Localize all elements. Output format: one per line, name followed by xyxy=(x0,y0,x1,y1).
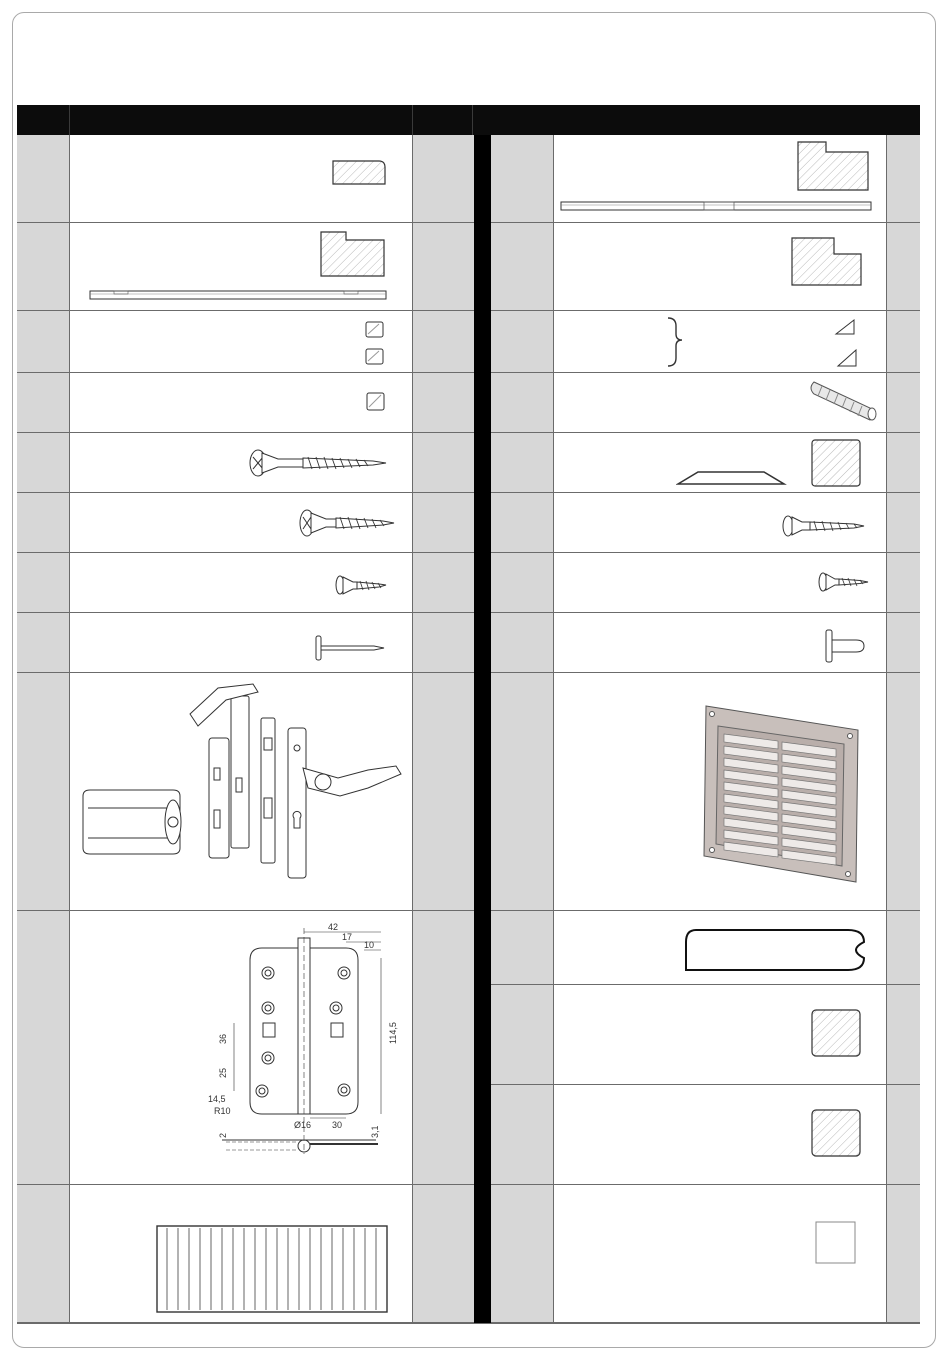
tack-icon xyxy=(824,628,868,664)
dim-10: 10 xyxy=(364,940,375,950)
right-quantity-cell-R1 xyxy=(886,135,920,223)
right-number-cell-R3 xyxy=(491,311,553,373)
left-quantity-cell-L5 xyxy=(413,433,474,493)
right-number-cell-R5 xyxy=(491,433,553,493)
triangle-wedges-icon xyxy=(664,316,864,370)
left-quantity-cell-L1 xyxy=(413,135,474,223)
left-number-cell-L9 xyxy=(17,673,69,911)
column-line xyxy=(553,135,554,1323)
nail-icon xyxy=(314,634,386,664)
left-number-cell-L10 xyxy=(17,911,69,1185)
column-line xyxy=(886,135,887,1323)
left-number-cell-L5 xyxy=(17,433,69,493)
dim-42: 42 xyxy=(328,922,339,932)
right-number-cell-R1 xyxy=(491,135,553,223)
right-quantity-cell-R5 xyxy=(886,433,920,493)
dim-3-1: 3,1 xyxy=(370,1125,380,1138)
left-quantity-cell-L7 xyxy=(413,553,474,613)
left-quantity-cell-L2 xyxy=(413,223,474,311)
right-quantity-cell-R8 xyxy=(886,613,920,673)
long-screw-icon xyxy=(248,448,390,480)
right-number-cell-R4 xyxy=(491,373,553,433)
left-quantity-cell-L6 xyxy=(413,493,474,553)
right-quantity-cell-R11 xyxy=(886,985,920,1085)
slatted-panel-icon xyxy=(155,1224,391,1316)
right-number-cell-R7 xyxy=(491,553,553,613)
right-number-cell-R6 xyxy=(491,493,553,553)
profile-block-icon xyxy=(790,236,864,288)
roll-icon xyxy=(806,376,878,424)
profile-board-with-rail-icon xyxy=(558,140,874,214)
left-number-cell-L3 xyxy=(17,311,69,373)
left-number-cell-L6 xyxy=(17,493,69,553)
screw-icon xyxy=(782,514,868,538)
right-quantity-cell-R4 xyxy=(886,373,920,433)
dim-r10: R10 xyxy=(214,1106,231,1116)
dim-14-5: 14,5 xyxy=(208,1094,226,1104)
right-quantity-cell-R7 xyxy=(886,553,920,613)
left-quantity-cell-L3 xyxy=(413,311,474,373)
left-quantity-cell-L8 xyxy=(413,613,474,673)
medium-screw-icon xyxy=(298,508,398,540)
right-quantity-cell-R2 xyxy=(886,223,920,311)
right-number-cell-R9 xyxy=(491,673,553,911)
right-number-cell-R12 xyxy=(491,1085,553,1185)
right-number-cell-R11 xyxy=(491,985,553,1085)
column-line xyxy=(412,135,413,1323)
small-square-block-icon xyxy=(365,391,387,413)
left-number-cell-L11 xyxy=(17,1185,69,1323)
profile-board-icon xyxy=(332,160,386,186)
left-quantity-cell-L11 xyxy=(413,1185,474,1323)
right-number-cell-R13 xyxy=(491,1185,553,1323)
left-number-cell-L2 xyxy=(17,223,69,311)
vent-grille-icon xyxy=(702,704,860,884)
short-screw-icon xyxy=(818,570,870,594)
dim-d16: Ø16 xyxy=(294,1120,312,1130)
table-bottom-line xyxy=(17,1323,920,1324)
left-number-cell-L1 xyxy=(17,135,69,223)
right-quantity-cell-R9 xyxy=(886,673,920,911)
short-screw-icon xyxy=(335,574,389,598)
right-quantity-cell-R13 xyxy=(886,1185,920,1323)
dim-25: 25 xyxy=(218,1067,228,1078)
dim-2: 2 xyxy=(218,1132,228,1138)
hinge-drawing-icon xyxy=(206,918,406,1166)
right-quantity-cell-R10 xyxy=(886,911,920,985)
column-line xyxy=(69,135,70,1323)
small-square-blocks-icon xyxy=(364,320,386,368)
left-description-cell-L4 xyxy=(69,373,413,433)
dim-36: 36 xyxy=(218,1033,228,1044)
left-quantity-cell-L4 xyxy=(413,373,474,433)
left-quantity-cell-L10 xyxy=(413,911,474,1185)
trapezoid-and-square-icon xyxy=(676,438,866,488)
table-header xyxy=(17,105,920,135)
dim-17: 17 xyxy=(342,932,353,942)
left-description-cell-L3 xyxy=(69,311,413,373)
rounded-profile-icon xyxy=(684,928,868,974)
right-quantity-cell-R6 xyxy=(886,493,920,553)
door-lock-set-icon xyxy=(78,678,406,888)
square-block-icon xyxy=(810,1108,862,1158)
dim-30: 30 xyxy=(332,1120,343,1130)
square-block-icon xyxy=(810,1008,862,1058)
right-quantity-cell-R3 xyxy=(886,311,920,373)
column-divider xyxy=(474,135,491,1323)
right-quantity-cell-R12 xyxy=(886,1085,920,1185)
dim-114-5: 114,5 xyxy=(388,1022,398,1044)
empty-square-icon xyxy=(814,1220,858,1266)
right-number-cell-R8 xyxy=(491,613,553,673)
left-number-cell-L8 xyxy=(17,613,69,673)
right-number-cell-R10 xyxy=(491,911,553,985)
profile-board-with-rail-icon xyxy=(88,228,390,302)
left-number-cell-L4 xyxy=(17,373,69,433)
left-number-cell-L7 xyxy=(17,553,69,613)
left-quantity-cell-L9 xyxy=(413,673,474,911)
right-number-cell-R2 xyxy=(491,223,553,311)
